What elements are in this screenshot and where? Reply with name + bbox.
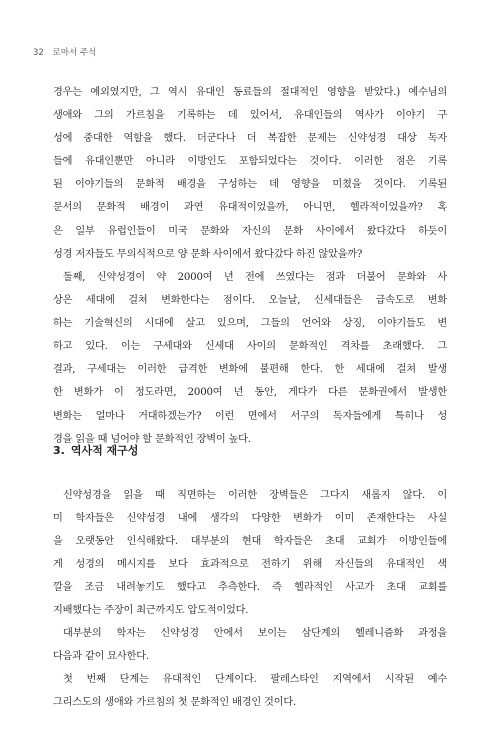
text-line: 성경 저자들도 무의식적으로 양 문화 사이에서 왔다갔다 하진 않았을까? xyxy=(53,248,363,260)
section-title: 역사적 재구성 xyxy=(70,444,139,457)
text-line: 한 변화가 이 정도라면, 2000여 년 동안, 게다가 다른 문화권에서 발생한 xyxy=(53,387,447,399)
text-line: 하고 있다. 이는 구세대와 신세대 사이의 문화적인 격차를 초래했다. 그 xyxy=(53,341,447,353)
text-line: 상은 세대에 걸쳐 변화한다는 점이다. 오늘날, 신세대들은 급속도로 변화 xyxy=(53,295,447,307)
text-line: 미 학자들은 신약성경 내에 생각의 다양한 변화가 이미 존재한다는 사실 xyxy=(53,513,447,525)
text-line: 둘째, 신약성경이 약 2000여 년 전에 쓰였다는 점과 더불어 문화와 사 xyxy=(63,272,447,283)
paragraph-first-stage xyxy=(53,668,447,714)
page-number: 32 xyxy=(33,48,44,58)
text-line: 들에 유대인뿐만 아니라 이방인도 포함되었다는 것이다. 이러한 점은 기록 xyxy=(53,156,447,168)
paragraph-second-reason xyxy=(53,266,447,451)
text-line: 을 오랫동안 인식해왔다. 대부분의 현대 학자들은 초대 교회가 이방인들에 xyxy=(53,536,447,548)
section-number: 3. xyxy=(53,444,65,457)
paragraph-barriers xyxy=(53,484,447,623)
section-heading xyxy=(53,442,138,458)
text-line: 그리스도의 생애와 가르침의 첫 문화적인 배경인 것이다. xyxy=(53,697,297,709)
text-line: 경우는 예외였지만, 그 역시 유대인 동료들의 절대적인 영향을 받았다.) 예수님의 xyxy=(53,87,447,98)
text-line: 대부분의 학자는 신약성경 안에서 보이는 삼단계의 헬레니즘화 과정을 xyxy=(63,628,447,639)
text-line: 생애와 그의 가르침을 기록하는 데 있어서, 유대인들의 역사가 이야기 구 xyxy=(53,110,447,122)
text-line: 신약성경을 읽을 때 직면하는 이러한 장벽들은 그다지 새롭지 않다. 이 xyxy=(63,490,447,501)
text-line: 하는 기술혁신의 시대에 살고 있으며, 그들의 언어와 상징, 이야기들도 변 xyxy=(53,318,447,330)
book-title: 로마서 주석 xyxy=(52,48,97,58)
text-line: 성에 중대한 역할을 했다. 더군다나 더 복잡한 문제는 신약성경 대상 독자 xyxy=(53,133,447,145)
text-line: 지배했다는 주장이 최근까지도 압도적이었다. xyxy=(53,605,249,617)
text-line: 결과, 구세대는 이러한 급격한 변화에 불편해 한다. 한 세대에 걸쳐 발생 xyxy=(53,364,447,376)
paragraph-hellenization xyxy=(53,622,447,668)
text-line: 문서의 문화적 배경이 과연 유대적이었을까, 아니면, 헬라적이었을까? 혹 xyxy=(53,202,447,214)
text-line: 경을 읽을 때 넘어야 할 문화적인 장벽이 높다. xyxy=(53,433,251,445)
text-line: 변화는 얼마나 거대하겠는가? 이런 면에서 서구의 독자들에게 특히나 성 xyxy=(53,410,447,422)
text-line: 게 성경의 메시지를 보다 효과적으로 전하기 위해 자신들의 유대적인 색 xyxy=(53,559,447,571)
text-line: 은 일부 유럽인들이 미국 문화와 자신의 문화 사이에서 왔다갔다 하듯이 xyxy=(53,225,447,237)
running-header xyxy=(33,46,96,58)
text-line: 된 이야기들의 문화적 배경을 구성하는 데 영향을 미쳤을 것이다. 기록된 xyxy=(53,179,447,191)
text-line: 첫 번째 단계는 유대적인 단계이다. 팔레스타인 지역에서 시작된 예수 xyxy=(63,674,447,685)
paragraph-continued xyxy=(53,81,447,266)
text-line: 깔을 조금 내려놓기도 했다고 추측한다. 즉 헬라적인 사고가 초대 교회를 xyxy=(53,582,447,594)
text-line: 다음과 같이 묘사한다. xyxy=(53,651,149,663)
